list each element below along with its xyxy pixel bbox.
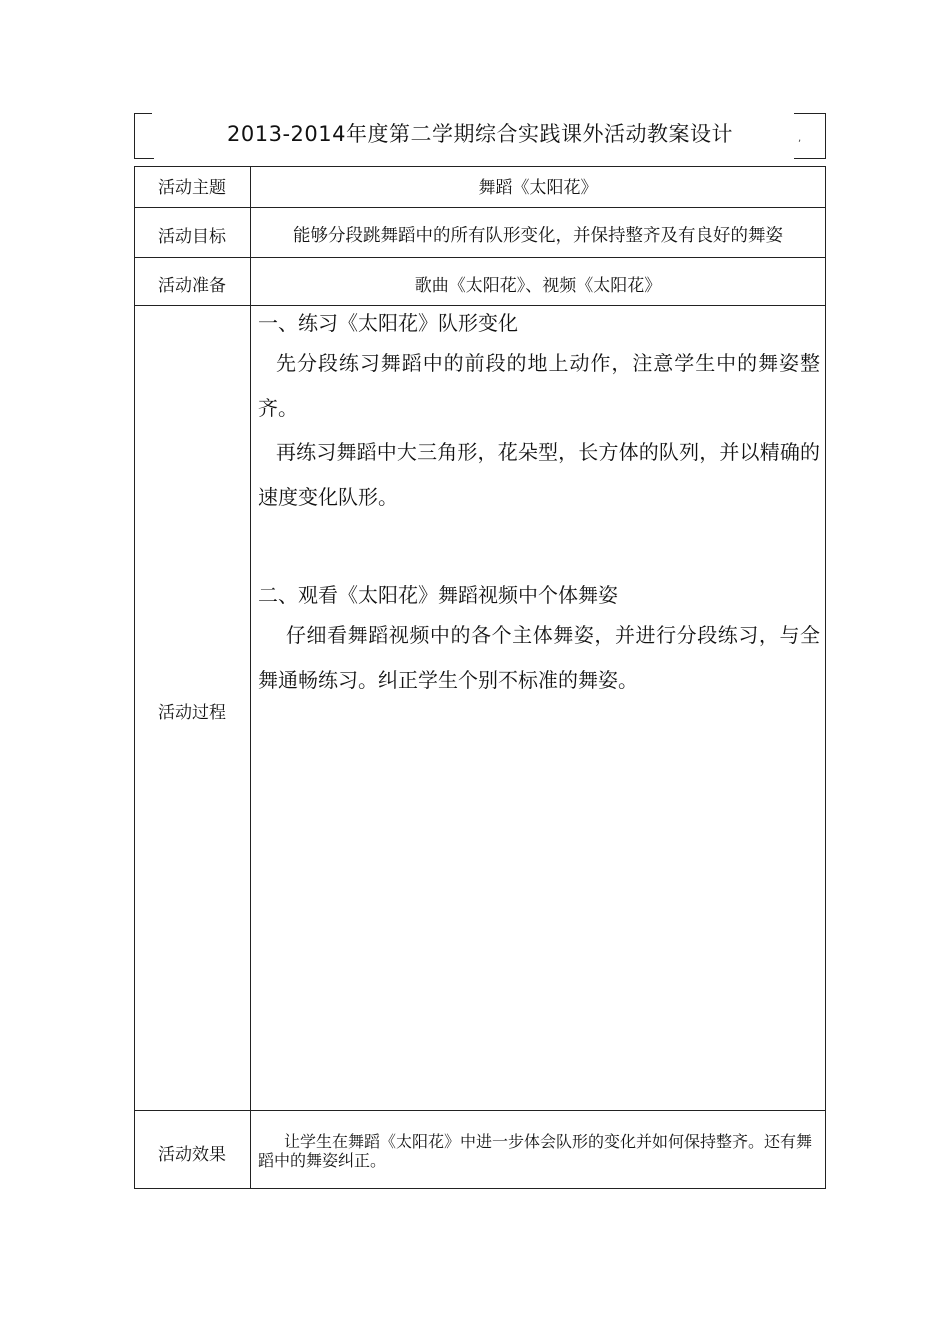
- section1-paragraph-1: 先分段练习舞蹈中的前段的地上动作，注意学生中的舞姿整齐。: [258, 351, 820, 420]
- theme-value: 舞蹈《太阳花》: [478, 178, 598, 198]
- effect-label: 活动效果: [158, 1145, 226, 1165]
- lesson-plan-table: [134, 113, 826, 1189]
- title-bottom-left-fragment: [134, 158, 154, 159]
- section1-paragraph-2: 再练习舞蹈中大三角形，花朵型，长方体的队列，并以精确的速度变化队形。: [258, 440, 820, 509]
- section1-heading: 一、练习《太阳花》队形变化: [258, 311, 518, 335]
- process-label: 活动过程: [158, 703, 226, 723]
- goal-label: 活动目标: [158, 227, 226, 247]
- row-border-theme-top: [134, 166, 826, 167]
- column-divider: [250, 166, 251, 1189]
- title-top-border-right: [794, 113, 826, 114]
- row-border-process-top: [134, 305, 826, 306]
- table-left-border: [134, 166, 135, 1189]
- section2-heading: 二、观看《太阳花》舞蹈视频中个体舞姿: [258, 583, 618, 607]
- theme-label: 活动主题: [158, 178, 226, 198]
- row-border-effect-top: [134, 1110, 826, 1111]
- row-border-prep-top: [134, 257, 826, 258]
- prep-value: 歌曲《太阳花》、视频《太阳花》: [414, 276, 662, 296]
- effect-value: 让学生在舞蹈《太阳花》中进一步体会队形的变化并如何保持整齐。还有舞蹈中的舞姿纠正。: [258, 1132, 813, 1170]
- row-border-goal-top: [134, 207, 826, 208]
- prep-label: 活动准备: [158, 276, 226, 296]
- title-top-border: [134, 113, 152, 114]
- section2-paragraph-1: 仔细看舞蹈视频中的各个主体舞姿，并进行分段练习，与全舞通畅练习。纠正学生个别不标准的舞姿。: [258, 623, 820, 692]
- table-bottom-border: [134, 1188, 826, 1189]
- title-right-tick: ,: [798, 133, 802, 144]
- table-right-border: [825, 166, 826, 1189]
- goal-value: 能够分段跳舞蹈中的所有队形变化，并保持整齐及有良好的舞姿: [293, 226, 783, 246]
- document-title: 2013-2014年度第二学期综合实践课外活动教案设计: [227, 122, 733, 146]
- title-bottom-right-fragment: [794, 158, 826, 159]
